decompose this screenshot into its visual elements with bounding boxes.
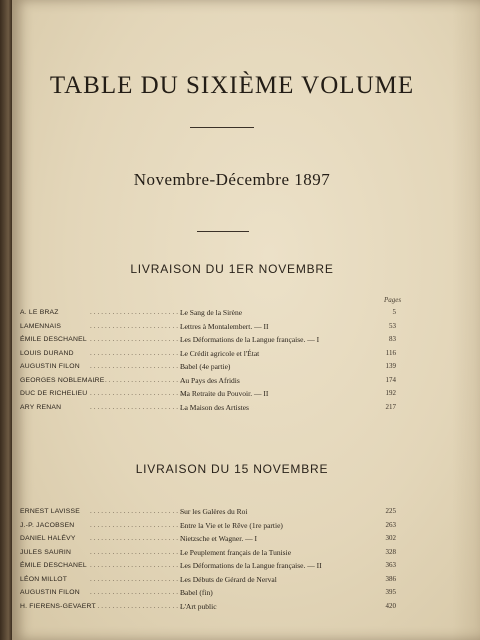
entry-page: 83 [389, 335, 396, 343]
entry-page: 116 [385, 348, 396, 357]
list-item [20, 306, 396, 320]
entry-page: 5 [392, 308, 396, 316]
entry-page: 263 [385, 520, 396, 529]
entry-author: A. LE BRAZ [20, 309, 59, 316]
entry-title: Ma Retraite du Pouvoir. — II [180, 389, 269, 398]
list-item [20, 360, 396, 374]
entry-title: Lettres à Montalembert. — II [180, 321, 269, 331]
entry-title: Les Déformations de la Langue française. — I [180, 335, 320, 344]
list-item [20, 600, 396, 614]
entry-author: AUGUSTIN FILON [20, 363, 80, 370]
list-item [20, 505, 396, 519]
entry-title: L'Art public [180, 601, 217, 611]
list-item [20, 519, 396, 533]
entry-author: AUGUSTIN FILON [20, 589, 80, 596]
entry-title: Les Déformations de la Langue française. — II [180, 561, 322, 570]
entry-author: DUC DE RICHELIEU [20, 390, 88, 397]
pages-column-label: Pages [384, 296, 402, 304]
entry-author: ARY RENAN [20, 403, 62, 411]
entry-page: 395 [385, 588, 396, 596]
section-heading: LIVRAISON DU 1ER NOVEMBRE [130, 262, 334, 276]
list-item [20, 586, 396, 600]
leader-dots: .......................... [90, 375, 188, 384]
entry-page: 192 [385, 389, 396, 397]
entry-author: LAMENNAIS [20, 322, 62, 330]
list-item [20, 401, 396, 415]
book-page [12, 0, 480, 640]
leader-dots: .......................... [90, 321, 188, 330]
entry-author: GEORGES NOBLEMAIRE [20, 376, 105, 384]
entry-page: 217 [385, 402, 396, 411]
leader-dots: .......................... [90, 561, 188, 569]
entry-title: Babel (fin) [180, 588, 213, 597]
leader-dots: .......................... [90, 534, 188, 542]
entry-page: 225 [385, 507, 396, 515]
entry-title: Sur les Galères du Roi [180, 507, 248, 516]
entry-title: Au Pays des Afridis [180, 375, 240, 385]
entry-author: LÉON MILLOT [20, 575, 68, 583]
entry-author: ÉMILE DESCHANEL [20, 562, 87, 569]
list-item [20, 387, 396, 401]
list-item [20, 573, 396, 587]
entry-author: H. FIERENS-GEVAERT [20, 602, 96, 610]
entry-page: 363 [385, 561, 396, 569]
leader-dots: .......................... [90, 335, 188, 343]
list-item [20, 374, 396, 388]
list-item [20, 546, 396, 560]
entry-page: 328 [385, 547, 396, 556]
entry-title: Le Crédit agricole et l'État [180, 348, 260, 358]
leader-dots: .......................... [90, 507, 188, 515]
entry-author: JULES SAURIN [20, 548, 72, 556]
leader-dots: .......................... [90, 362, 188, 370]
entry-title: Entre la Vie et le Rêve (1re partie) [180, 520, 283, 530]
entry-page: 139 [385, 362, 396, 370]
list-item [20, 320, 396, 334]
list-item [20, 532, 396, 546]
leader-dots: .......................... [90, 308, 188, 316]
entry-title: Le Peuplement français de la Tunisie [180, 547, 292, 557]
entry-title: Babel (4e partie) [180, 362, 231, 371]
entry-page: 174 [385, 375, 396, 384]
list-item [20, 559, 396, 573]
entry-page: 420 [385, 601, 396, 610]
period-subtitle: Novembre-Décembre 1897 [133, 170, 331, 189]
entry-author: LOUIS DURAND [20, 349, 74, 357]
entry-title: Les Débuts de Gérard de Nerval [180, 574, 277, 584]
entry-author: J.-P. JACOBSEN [20, 521, 75, 529]
entry-title: La Maison des Artistes [180, 402, 249, 412]
entry-author: ÉMILE DESCHANEL [20, 336, 87, 343]
subtitle-divider [197, 231, 249, 232]
volume-title: TABLE DU SIXIÈME VOLUME [49, 72, 415, 99]
section-heading: LIVRAISON DU 15 NOVEMBRE [135, 462, 329, 476]
entry-list [20, 505, 396, 613]
entry-author: DANIEL HALÉVY [20, 535, 76, 542]
entry-title: Nietzsche et Wagner. — I [180, 534, 257, 543]
entry-list [20, 306, 396, 414]
leader-dots: .......................... [90, 348, 188, 357]
leader-dots: .......................... [90, 520, 188, 529]
adjacent-page-edge [0, 0, 12, 640]
leader-dots: .......................... [90, 389, 188, 397]
leader-dots: .......................... [90, 547, 188, 556]
entry-page: 53 [389, 321, 396, 330]
entry-page: 302 [385, 534, 396, 542]
leader-dots: .......................... [90, 574, 188, 583]
entry-page: 386 [385, 574, 396, 583]
leader-dots: .......................... [90, 588, 188, 596]
entry-title: Le Sang de la Sirène [180, 308, 243, 317]
leader-dots: .......................... [90, 402, 188, 411]
title-divider [190, 127, 254, 128]
leader-dots: .......................... [90, 601, 188, 610]
list-item [20, 333, 396, 347]
entry-author: ERNEST LAVISSE [20, 508, 80, 515]
list-item [20, 347, 396, 361]
page-edge-shading [452, 0, 480, 640]
